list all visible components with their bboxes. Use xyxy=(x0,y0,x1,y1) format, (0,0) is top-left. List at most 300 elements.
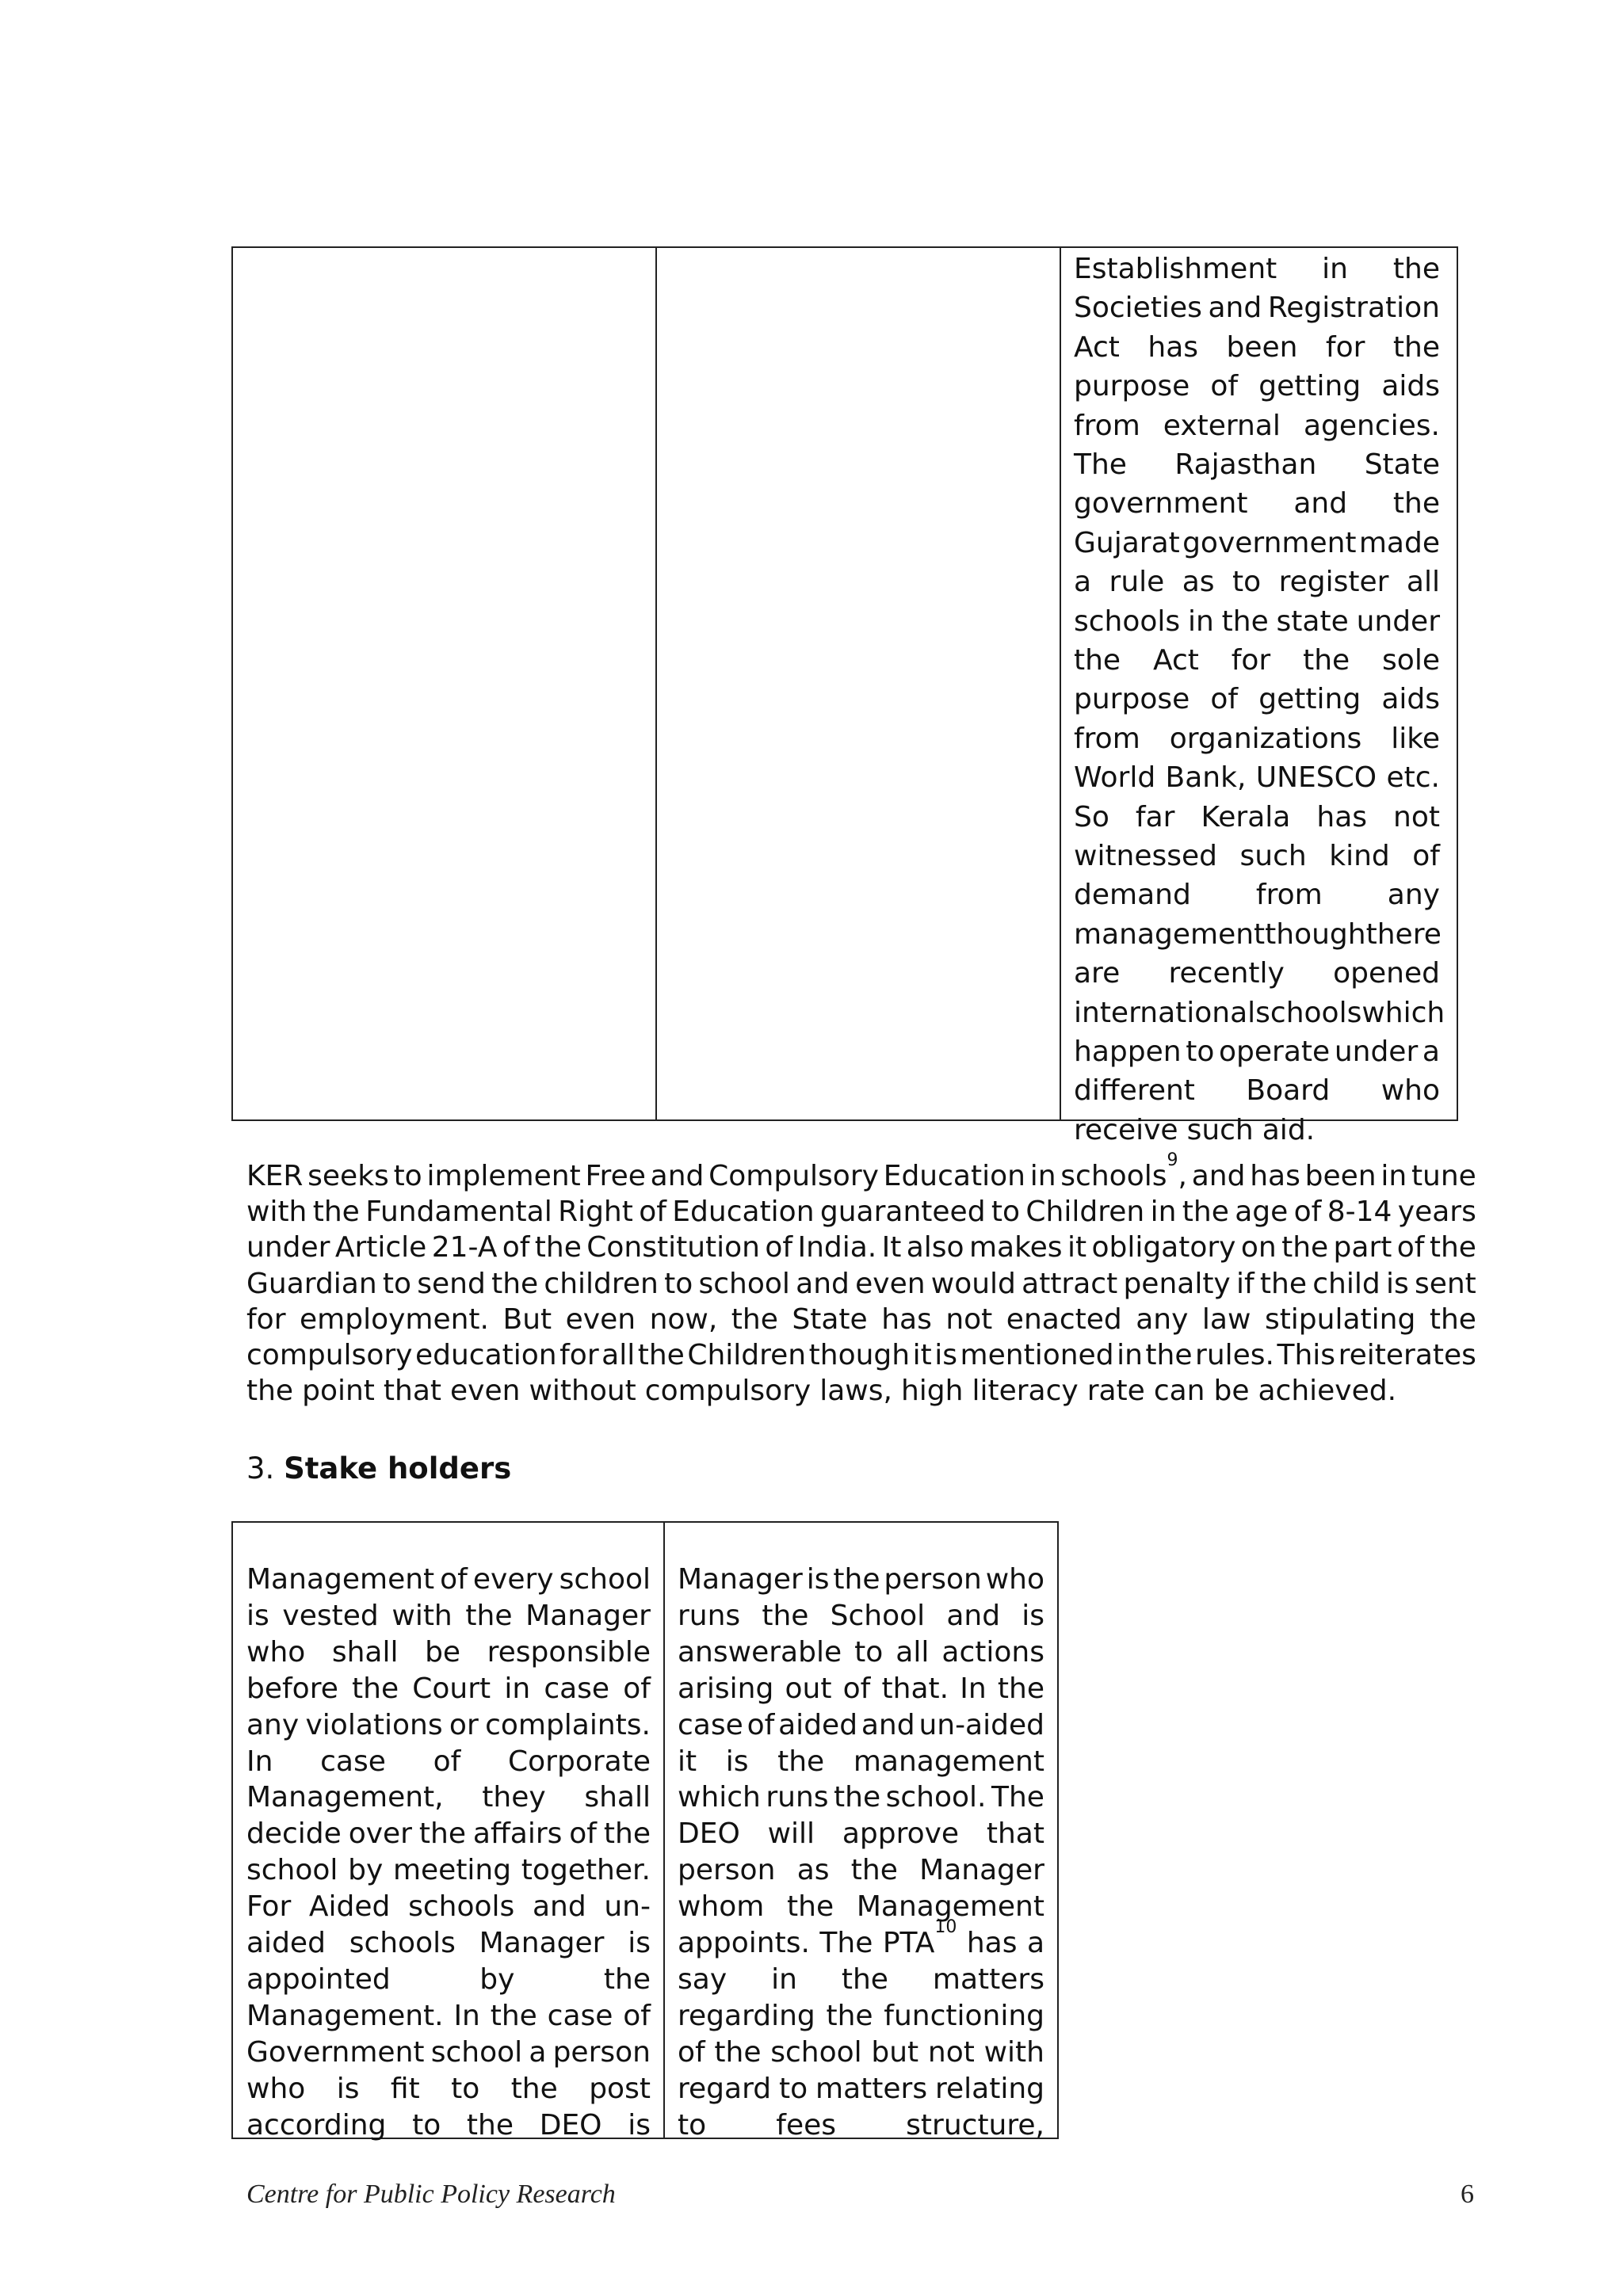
stakeholders-col1-line-word: the xyxy=(603,1963,651,1996)
stakeholders-col2-line-word: School xyxy=(830,1600,926,1632)
stakeholders-col1-line-word: DEO xyxy=(539,2109,602,2142)
stakeholders-col1-line-word: the xyxy=(465,1600,513,1632)
table-top-divider-1 xyxy=(655,248,657,1119)
table-top-text-line-word: a xyxy=(1422,1035,1440,1068)
stakeholders-col2-line-word: school xyxy=(770,2036,862,2069)
stakeholders-col1-line-word: by xyxy=(348,1854,384,1886)
stakeholders-col1-line-word: school xyxy=(430,2036,523,2069)
stakeholders-col2-line-word: person xyxy=(884,1563,982,1596)
table-top-text-line-word: not xyxy=(1393,801,1440,833)
table-top-text-line xyxy=(1074,1073,1440,1109)
stakeholders-col2-line-word: the xyxy=(833,1563,880,1596)
paragraph-line-word: obligatory xyxy=(1091,1231,1236,1264)
paragraph-line-word: Compulsory xyxy=(708,1160,879,1192)
stakeholders-col2-line-word: runs xyxy=(678,1600,741,1632)
stakeholders-col2-line-word: to xyxy=(678,2109,707,2142)
stakeholders-col2-line-word: say xyxy=(678,1963,727,1996)
table-top-cell-col3 xyxy=(1074,251,1445,1146)
table-top-text-line-word: So xyxy=(1074,801,1109,833)
stakeholders-col2-line-word: DEO xyxy=(678,1817,740,1850)
table-top-text-line-word: the xyxy=(1392,253,1440,285)
paragraph-line-word: employment. xyxy=(300,1303,489,1336)
paragraph-line-word: children xyxy=(544,1268,659,1300)
section-title: Stake holders xyxy=(284,1451,512,1486)
stakeholders-col2-line-word: that xyxy=(986,1817,1044,1850)
table-top-text-line xyxy=(1074,525,1440,562)
paragraph-line-word: to xyxy=(664,1268,693,1300)
table-top-text-line-word: Act xyxy=(1074,331,1120,364)
stakeholders-col2-line xyxy=(678,1816,1044,1852)
stakeholders-col1-line-word: with xyxy=(391,1600,453,1632)
table-top-text-line-word: far xyxy=(1135,801,1175,833)
stakeholders-col1-line-word: of xyxy=(440,1563,468,1596)
stakeholders-col2-line-word: the xyxy=(787,1890,834,1923)
stakeholders-col1-line-word: to xyxy=(451,2073,480,2105)
stakeholders-col1-line-word: schools xyxy=(349,1927,456,1959)
stakeholders-col1-line-word: Manager xyxy=(479,1927,605,1959)
table-top-text-line-word: to xyxy=(1232,566,1262,598)
stakeholders-col2-line-word: and xyxy=(861,1709,915,1741)
table-top-text-line-word: which xyxy=(1361,997,1445,1029)
stakeholders-col2-line-word: answerable xyxy=(678,1636,842,1669)
stakeholders-col1-line-word: un- xyxy=(604,1890,651,1923)
paragraph-line-word: Fundamental xyxy=(365,1196,552,1228)
stakeholders-col1-line-word: aided xyxy=(246,1927,326,1959)
stakeholders-col1-line-word: complaints. xyxy=(485,1709,651,1741)
table-top-text-line xyxy=(1074,368,1440,405)
table-top-text-line-word: rule xyxy=(1109,566,1165,598)
table-top-text-line-word: Act xyxy=(1152,644,1199,677)
paragraph-line-word: 8-14 xyxy=(1327,1196,1392,1228)
stakeholders-cell-col1 xyxy=(246,1562,651,2140)
table-top-text-line-word: has xyxy=(1148,331,1199,364)
paragraph-line xyxy=(246,1373,1476,1409)
table-top-text-line-word: like xyxy=(1391,723,1440,755)
table-top-text-line xyxy=(1074,290,1440,326)
table-top-text-line xyxy=(1074,681,1440,718)
paragraph-line-word: schools$^9$, xyxy=(1060,1150,1187,1192)
stakeholders-col2-line xyxy=(678,1744,1044,1780)
paragraph-line-word: been xyxy=(1304,1160,1377,1192)
stakeholders-col1-line xyxy=(246,1634,651,1671)
stakeholders-col2-line-word: management xyxy=(853,1745,1044,1778)
table-top-text-line-word: under xyxy=(1334,1035,1419,1068)
stakeholders-col1-line-word: Manager xyxy=(525,1600,651,1632)
table-top-text-line-word: for xyxy=(1231,644,1271,677)
paragraph-line-word: seeks xyxy=(307,1160,389,1192)
table-top-text-line-word: Kerala xyxy=(1201,801,1291,833)
paragraph-line-word: the xyxy=(491,1268,539,1300)
stakeholders-col1-line-word: the xyxy=(352,1672,399,1705)
paragraph-line-word: Children xyxy=(1025,1196,1145,1228)
table-top-text-line xyxy=(1074,643,1440,679)
footnote-ref-9: 9 xyxy=(1167,1150,1178,1170)
stakeholders-col1-line-word: is xyxy=(628,1927,651,1959)
table-top-text-line-word: in xyxy=(1322,253,1348,285)
stakeholders-table xyxy=(231,1521,1059,2142)
stakeholders-col2-line-word: to xyxy=(854,1636,884,1669)
stakeholders-col1-line-word: of xyxy=(433,1745,461,1778)
stakeholders-col1-line xyxy=(246,1671,651,1707)
stakeholders-col2-line xyxy=(678,1598,1044,1634)
table-top-text-line-word: receive xyxy=(1074,1114,1178,1146)
stakeholders-col2-line-word: the xyxy=(762,1600,809,1632)
paragraph-line-word: literacy xyxy=(972,1375,1079,1407)
paragraph-line-word: even xyxy=(565,1303,636,1336)
stakeholders-col2-line-word: school. xyxy=(885,1781,987,1814)
stakeholders-col1-line-word: case xyxy=(544,1672,610,1705)
stakeholders-col1-line-word: the xyxy=(510,2073,558,2105)
stakeholders-col1-line-word: fit xyxy=(390,2073,420,2105)
paragraph-line-word: the xyxy=(534,1231,582,1264)
stakeholders-col2-line-word: the xyxy=(997,1672,1044,1705)
stakeholders-col2-line xyxy=(678,2071,1044,2107)
paragraph-line-word: part xyxy=(1333,1231,1392,1264)
stakeholders-col1-line-word: affairs xyxy=(472,1817,563,1850)
stakeholders-col2-line xyxy=(678,1889,1044,1925)
stakeholders-col1-line xyxy=(246,1925,651,1962)
stakeholders-col2-line xyxy=(678,1562,1044,1598)
stakeholders-col1-line xyxy=(246,1779,651,1816)
table-top-text-line xyxy=(1074,955,1440,992)
paragraph-line-word: reiterates xyxy=(1338,1339,1476,1371)
stakeholders-col1-line-word: schools xyxy=(408,1890,515,1923)
paragraph-line-word: law xyxy=(1201,1303,1251,1336)
body-paragraph xyxy=(246,1150,1476,1412)
stakeholders-col1-line-word: of xyxy=(623,1672,651,1705)
table-top-text-line-word: all xyxy=(1406,566,1440,598)
stakeholders-col2-line-word: the xyxy=(841,1963,888,1996)
table-top-text-line-word: recently xyxy=(1168,957,1285,990)
paragraph-line-word: the xyxy=(1145,1339,1193,1371)
table-top-text-line-word: in xyxy=(1188,605,1214,638)
stakeholders-col2-line-word: a xyxy=(1026,1927,1044,1959)
paragraph-line-word: the xyxy=(1429,1303,1476,1336)
stakeholders-col1-line xyxy=(246,1744,651,1780)
table-top-text-line-word: from xyxy=(1074,410,1140,442)
stakeholders-col1-line-word: shall xyxy=(331,1636,399,1669)
paragraph-line-word: child xyxy=(1312,1268,1381,1300)
table-top-text-line-word: sole xyxy=(1382,644,1440,677)
table-top-text-line-word: UNESCO xyxy=(1255,761,1377,794)
stakeholders-col2-line-word: functioning xyxy=(884,2000,1044,2032)
stakeholders-col2-line-word: the xyxy=(834,1781,881,1814)
paragraph-line-word: now, xyxy=(649,1303,718,1336)
paragraph-line-word: high xyxy=(900,1375,964,1407)
paragraph-line-word: education xyxy=(414,1339,557,1371)
table-top-text-line-word: external xyxy=(1163,410,1281,442)
stakeholders-col2-line-word: regarding xyxy=(678,2000,815,2032)
stakeholders-col1-line-word: the xyxy=(418,1817,466,1850)
stakeholders-col1-line-word: school xyxy=(246,1854,338,1886)
stakeholders-col2-line-word: of xyxy=(842,1672,871,1705)
paragraph-line-word: in xyxy=(1029,1160,1056,1192)
paragraph-line-word: the xyxy=(1259,1268,1307,1300)
paragraph-line xyxy=(246,1194,1476,1230)
paragraph-line-word: the xyxy=(312,1196,360,1228)
paragraph-line-word: enacted xyxy=(1006,1303,1122,1336)
stakeholders-col1-line-word: by xyxy=(479,1963,515,1996)
table-top-divider-2 xyxy=(1060,248,1061,1119)
stakeholders-col2-line-word: case xyxy=(678,1709,743,1741)
stakeholders-col2-line xyxy=(678,1852,1044,1889)
stakeholders-col2-line-word: The xyxy=(819,1927,873,1959)
paragraph-line-word: rate xyxy=(1086,1375,1145,1407)
table-top-text-line-word: the xyxy=(1392,487,1440,520)
table-top-text-line-word: witnessed xyxy=(1074,840,1218,872)
stakeholders-col1-line-word: post xyxy=(589,2073,651,2105)
paragraph-line-word: of xyxy=(1293,1196,1322,1228)
stakeholders-col1-line-word: and xyxy=(532,1890,586,1923)
table-top-text-line-word: demand xyxy=(1074,879,1191,911)
table-top-text-line-word: such xyxy=(1239,840,1307,872)
stakeholders-col2-line-word: the xyxy=(826,2000,873,2032)
stakeholders-col1-line xyxy=(246,1998,651,2035)
stakeholders-col1-line xyxy=(246,1816,651,1852)
stakeholders-col2-line-word: of xyxy=(747,1709,775,1741)
stakeholders-col2-line xyxy=(678,1779,1044,1816)
stakeholders-col2-line-word: regard xyxy=(678,2073,772,2105)
paragraph-line-word: is xyxy=(1385,1268,1409,1300)
table-top-text-line-word: to xyxy=(1186,1035,1215,1068)
paragraph-line xyxy=(246,1337,1476,1373)
paragraph-line-word: achieved. xyxy=(1258,1375,1397,1407)
table-top-text-line-word: such xyxy=(1186,1114,1254,1146)
table-top-text-line-word: for xyxy=(1325,331,1365,364)
stakeholders-col1-line-word: over xyxy=(348,1817,412,1850)
stakeholders-col2-line-word: the xyxy=(714,2036,762,2069)
stakeholders-col1-line-word: Management, xyxy=(246,1781,444,1814)
stakeholders-col1-line xyxy=(246,1962,651,1998)
stakeholders-col1-line-word: is xyxy=(246,1600,269,1632)
table-top-text-line-word: getting xyxy=(1258,370,1361,402)
paragraph-line-word: with xyxy=(246,1196,307,1228)
paragraph-line-word: is xyxy=(934,1339,958,1371)
paragraph-line-word: to xyxy=(393,1160,422,1192)
paragraph-line-word: laws, xyxy=(819,1375,892,1407)
stakeholders-col2-line-word: has xyxy=(966,1927,1018,1959)
table-top-text-line-word: government xyxy=(1182,527,1357,559)
table-top-text-line-word: opened xyxy=(1333,957,1440,990)
table-top-text-line-word: any xyxy=(1387,879,1440,911)
stakeholders-col2-line xyxy=(678,1707,1044,1744)
table-top-text-line-word: made xyxy=(1358,527,1440,559)
stakeholders-col1-line-word: meeting xyxy=(392,1854,512,1886)
stakeholders-col1-line xyxy=(246,1852,651,1889)
paragraph-line-word: if xyxy=(1235,1268,1254,1300)
stakeholders-col2-line-word: that. xyxy=(881,1672,949,1705)
paragraph-line-word: makes xyxy=(968,1231,1063,1264)
stakeholders-col1-line-word: Aided xyxy=(308,1890,391,1923)
table-top-text-line-word: aids xyxy=(1381,370,1440,402)
stakeholders-col2-line-word: the xyxy=(850,1854,898,1886)
paragraph-line-word: Education xyxy=(672,1196,815,1228)
table-top-text-line xyxy=(1074,1112,1440,1149)
stakeholders-col2-line-word: to xyxy=(778,2073,808,2105)
table-top-text-line xyxy=(1074,838,1440,875)
stakeholders-col1-line-word: or xyxy=(449,1709,479,1741)
paragraph-line-word: attract xyxy=(1022,1268,1118,1300)
paragraph-line-word: also xyxy=(906,1231,964,1264)
stakeholders-col2-line-word: of xyxy=(678,2036,705,2069)
stakeholders-col1-line-word: every xyxy=(472,1563,554,1596)
stakeholders-col1-line-word: person xyxy=(552,2036,651,2069)
stakeholders-col1-line-word: they xyxy=(482,1781,546,1814)
stakeholders-col1-line xyxy=(246,2035,651,2071)
paragraph-line-word: Education xyxy=(883,1160,1025,1192)
stakeholders-col2-line-word: aided xyxy=(778,1709,858,1741)
stakeholders-col1-line-word: responsible xyxy=(487,1636,651,1669)
table-top-text-line-word: under xyxy=(1356,605,1440,638)
stakeholders-col2-line-word: approve xyxy=(842,1817,960,1850)
table-top-text-line-word: Societies xyxy=(1074,292,1202,324)
stakeholders-col2-line-word: in xyxy=(771,1963,797,1996)
table-top-text-line-word: of xyxy=(1412,840,1440,872)
stakeholders-col2-line-word: will xyxy=(767,1817,815,1850)
paragraph-line-word: the xyxy=(637,1339,685,1371)
stakeholders-col1-line-word: a xyxy=(529,2036,547,2069)
table-top-text-line-word: the xyxy=(1074,644,1121,677)
paragraph-line-word: penalty xyxy=(1123,1268,1231,1300)
stakeholders-col2-line-word: and xyxy=(946,1600,1001,1632)
paragraph-line-word: any xyxy=(1136,1303,1189,1336)
paragraph-line-word: would xyxy=(930,1268,1016,1300)
table-top-text-line-word: been xyxy=(1226,331,1298,364)
stakeholders-col1-line xyxy=(246,1598,651,1634)
stakeholders-col1-line-word: appointed xyxy=(246,1963,391,1996)
table-top-text-line-word: of xyxy=(1210,370,1239,402)
table-top-text-line xyxy=(1074,877,1440,913)
paragraph-line-word: implement xyxy=(426,1160,581,1192)
paragraph-line-word: and xyxy=(650,1160,705,1192)
stakeholders-col2-line-word: person xyxy=(678,1854,776,1886)
stakeholders-col2-line-word: runs xyxy=(766,1781,829,1814)
paragraph-line-word: has xyxy=(1250,1160,1300,1192)
table-top-text-line-word: government xyxy=(1074,487,1248,520)
table-top-text-line xyxy=(1074,486,1440,522)
stakeholders-col1-line-word: of xyxy=(569,1817,597,1850)
stakeholders-cell-col2 xyxy=(678,1562,1044,2140)
stakeholders-col1-line-word: Corporate xyxy=(508,1745,651,1778)
table-top-text-line-word: purpose xyxy=(1074,683,1190,715)
table-top-text-line-word: the xyxy=(1392,331,1440,364)
stakeholders-col1-line-word: case xyxy=(320,1745,386,1778)
stakeholders-col1-line-word: vested xyxy=(282,1600,379,1632)
stakeholders-col1-line-word: In xyxy=(246,1745,273,1778)
paragraph-line-word: Constitution xyxy=(586,1231,760,1264)
paragraph-line-word: to xyxy=(991,1196,1021,1228)
table-top-text-line-word: international xyxy=(1074,997,1256,1029)
paragraph-line-word: it xyxy=(1067,1231,1087,1264)
paragraph-line-word: all xyxy=(601,1339,636,1371)
table-top-text-line xyxy=(1074,799,1440,836)
stakeholders-col2-line-word: actions xyxy=(941,1636,1044,1669)
paragraph-line-word: it xyxy=(912,1339,932,1371)
table-top-text-line xyxy=(1074,760,1440,796)
paragraph-line-word: the xyxy=(246,1375,294,1407)
table-top-text-line-word: and xyxy=(1208,292,1262,324)
stakeholders-table-divider xyxy=(663,1523,665,2138)
stakeholders-col1-line-word: of xyxy=(623,2000,651,2032)
stakeholders-col2-line xyxy=(678,1962,1044,1998)
stakeholders-col2-line-word: out xyxy=(785,1672,832,1705)
stakeholders-col1-line-word: according xyxy=(246,2109,387,2142)
paragraph-line-word: not xyxy=(945,1303,993,1336)
stakeholders-col1-line-word: who xyxy=(246,1636,306,1669)
table-top-text-line-word: the xyxy=(1303,644,1350,677)
paragraph-line-word: compulsory xyxy=(246,1339,413,1371)
paragraph-line-word: though xyxy=(808,1339,911,1371)
stakeholders-col2-line-word: fees xyxy=(776,2109,837,2142)
table-top xyxy=(231,246,1458,1146)
stakeholders-col2-line xyxy=(678,2107,1044,2144)
stakeholders-col2-line xyxy=(678,1917,1044,1962)
table-top-text-line-word: purpose xyxy=(1074,370,1190,402)
paragraph-line-word: guaranteed xyxy=(819,1196,986,1228)
paragraph-line-word: 21-A xyxy=(431,1231,498,1264)
paragraph-line-word: for xyxy=(559,1339,599,1371)
paragraph-line-word: State xyxy=(792,1303,868,1336)
paragraph-line-word: be xyxy=(1213,1375,1250,1407)
stakeholders-col2-line-word: as xyxy=(796,1854,830,1886)
table-top-text-line-word: State xyxy=(1364,448,1440,481)
paragraph-line-word: of xyxy=(639,1196,666,1228)
table-top-text-line-word: of xyxy=(1210,683,1239,715)
paragraph-line-word: school xyxy=(698,1268,790,1300)
stakeholders-col1-line-word: the xyxy=(466,2109,514,2142)
stakeholders-col1-line xyxy=(246,1889,651,1925)
table-top-text-line-word: agencies. xyxy=(1303,410,1440,442)
footer-publisher: Centre for Public Policy Research xyxy=(246,2180,616,2209)
paragraph-line-word: and xyxy=(796,1268,850,1300)
paragraph-line-word: But xyxy=(502,1303,552,1336)
table-top-text-line-word: Bank, xyxy=(1165,761,1247,794)
paragraph-line xyxy=(246,1150,1476,1194)
paragraph-line-word: rules. xyxy=(1195,1339,1274,1371)
stakeholders-col2-line-word: with xyxy=(983,2036,1044,2069)
stakeholders-col1-line xyxy=(246,1707,651,1744)
stakeholders-col2-line xyxy=(678,2035,1044,2071)
section-number: 3. xyxy=(246,1451,275,1486)
stakeholders-col2-line-word: PTA$^{10}$ xyxy=(882,1917,957,1959)
stakeholders-col2-line-word: un-aided xyxy=(918,1709,1044,1741)
paragraph-line-word: of xyxy=(765,1231,793,1264)
stakeholders-col1-line-word: Management. xyxy=(246,2000,444,2032)
table-top-text-line-word: who xyxy=(1381,1074,1440,1107)
table-top-text-line-word: schools xyxy=(1255,997,1362,1029)
table-top-text-line-word: etc. xyxy=(1386,761,1440,794)
stakeholders-col2-line-word: is xyxy=(725,1745,749,1778)
paragraph-line-word: for xyxy=(246,1303,286,1336)
stakeholders-col2-line-word: appoints. xyxy=(678,1927,810,1959)
table-top-text-line-word: Gujarat xyxy=(1074,527,1180,559)
table-top-text-line xyxy=(1074,604,1440,640)
stakeholders-col1-line-word: school xyxy=(559,1563,651,1596)
paragraph-line-word: This xyxy=(1277,1339,1336,1371)
stakeholders-col1-line-word: decide xyxy=(246,1817,342,1850)
table-top-text-line-word: from xyxy=(1074,723,1140,755)
stakeholders-col1-line xyxy=(246,1562,651,1598)
paragraph-line-word: the xyxy=(1182,1196,1229,1228)
table-top-text-line-word: there xyxy=(1365,918,1442,951)
stakeholders-col2-line-word: whom xyxy=(678,1890,765,1923)
paragraph-line-word: under xyxy=(246,1231,330,1264)
table-top-text-line xyxy=(1074,251,1440,288)
stakeholders-col1-line-word: be xyxy=(425,1636,461,1669)
stakeholders-col1-line-word: Government xyxy=(246,2036,425,2069)
stakeholders-col1-line-word: Court xyxy=(412,1672,491,1705)
paragraph-line-word: Right xyxy=(558,1196,633,1228)
